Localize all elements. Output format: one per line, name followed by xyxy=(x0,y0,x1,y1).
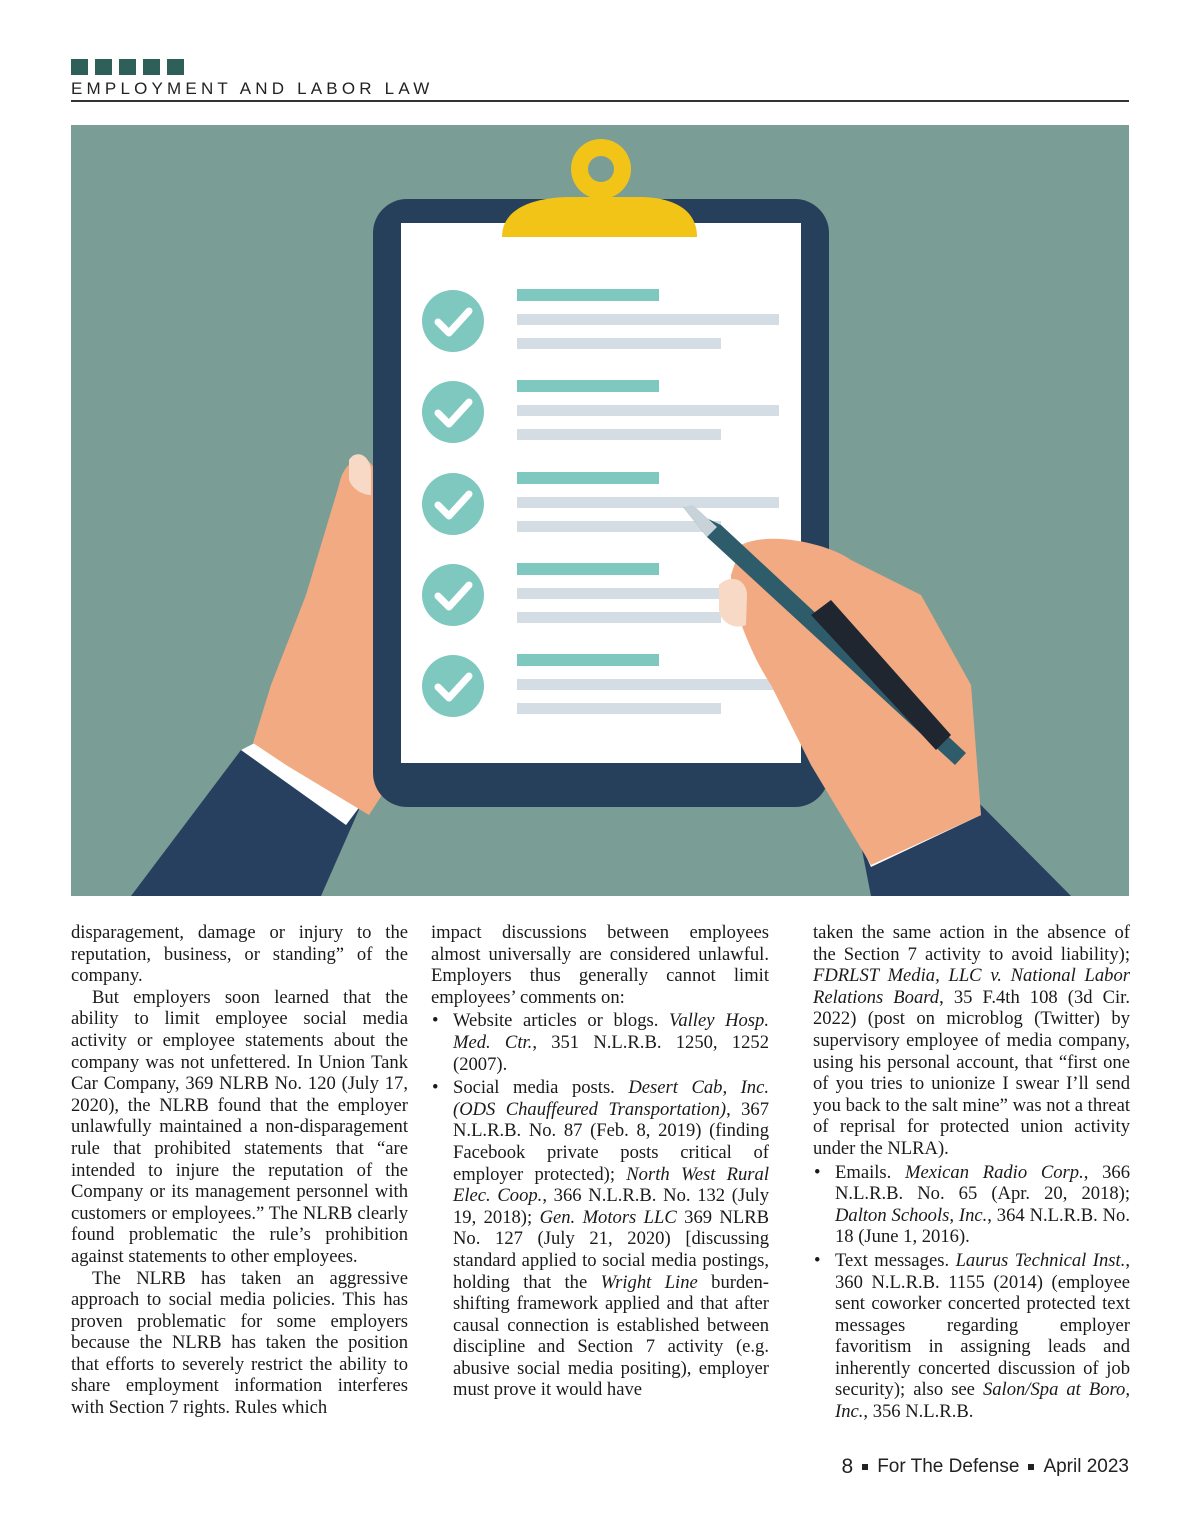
list-item: • Emails. Mexican Radio Corp., 366 N.L.R.B. No. 65 (Apr. 20, 2018); Dalton Schools, Inc., 364 N.L.R.B. No. 18 (June 1, 2016). xyxy=(813,1162,1130,1248)
column-1 xyxy=(71,922,408,1419)
separator xyxy=(1028,1464,1034,1470)
bullet-list xyxy=(431,1010,769,1401)
paragraph: taken the same action in the absence of the Section 7 activity to avoid liability); FDRLST Media, LLC v. National Labor Relations Board, 35 F.4th 108 (3d Cir. 2022) (post on microblog (Twitter) by supervisory employee of media company, using his personal account, that “first one of you tries to unionize I swear I’ll send you back to the salt mine” was not a threat of reprisal for protected union activity under the NLRA). xyxy=(813,922,1130,1159)
section-marker xyxy=(71,59,184,75)
column-3 xyxy=(813,922,1130,1423)
paragraph: But employers soon learned that the ability to limit employee social media activity or employee statements about the company was not unfettered. In Union Tank Car Company, 369 NLRB No. 120 (July 17, 2020), the NLRB found that the employer unlawfully maintained a non-disparagement rule that prohibited statements that “are intended to injure the reputation of the Company or its management personnel with customers or employees.” The NLRB clearly found problematic the rule’s prohibition against statements to other employees. xyxy=(71,986,408,1267)
bullet-list xyxy=(813,1162,1130,1423)
page-number: 8 xyxy=(841,1455,854,1478)
page-footer xyxy=(842,1455,1129,1479)
issue-date: April 2023 xyxy=(1043,1456,1129,1477)
publication-name: For The Defense xyxy=(877,1456,1020,1477)
paragraph: disparagement, damage or injury to the reputation, business, or standing” of the company. xyxy=(71,922,408,987)
paragraph: impact discussions between employees almost universally are considered unlawful. Employers thus generally cannot limit employees’ comments on: xyxy=(431,922,769,1008)
header-rule xyxy=(71,100,1129,102)
separator xyxy=(862,1464,868,1470)
list-item: • Text messages. Laurus Technical Inst., 360 N.L.R.B. 1155 (2014) (employee sent coworker concerted protected text messages regarding employer favoritism in assigning leads and inherently concerted discussion of job security); also see Salon/Spa at Boro, Inc., 356 N.L.R.B. xyxy=(813,1250,1130,1423)
hero-illustration xyxy=(71,125,1129,896)
column-2 xyxy=(431,922,769,1401)
list-item: • Social media posts. Desert Cab, Inc. (ODS Chauffeured Transportation), 367 N.L.R.B. No. 87 (Feb. 8, 2019) (finding Facebook private posts critical of employer protected); North West Rural Elec. Coop., 366 N.L.R.B. No. 132 (July 19, 2018); Gen. Motors LLC 369 NLRB No. 127 (July 21, 2020) [discussing standard applied to social media postings, holding that the Wright Line burden-shifting framework applied and that after causal connection is established between discipline and Section 7 activity (e.g. abusive social media positing), employer must prove it would have xyxy=(431,1077,769,1401)
list-item: • Website articles or blogs. Valley Hosp. Med. Ctr., 351 N.L.R.B. 1250, 1252 (2007). xyxy=(431,1010,769,1075)
paragraph: The NLRB has taken an aggressive approach to social media policies. This has proven problematic for some employers because the NLRB has taken the position that efforts to severely restrict the ability to share employment information interferes with Section 7 rights. Rules which xyxy=(71,1267,408,1419)
section-title: EMPLOYMENT AND LABOR LAW xyxy=(71,79,434,98)
checklist-clipboard-illustration xyxy=(71,125,1129,896)
